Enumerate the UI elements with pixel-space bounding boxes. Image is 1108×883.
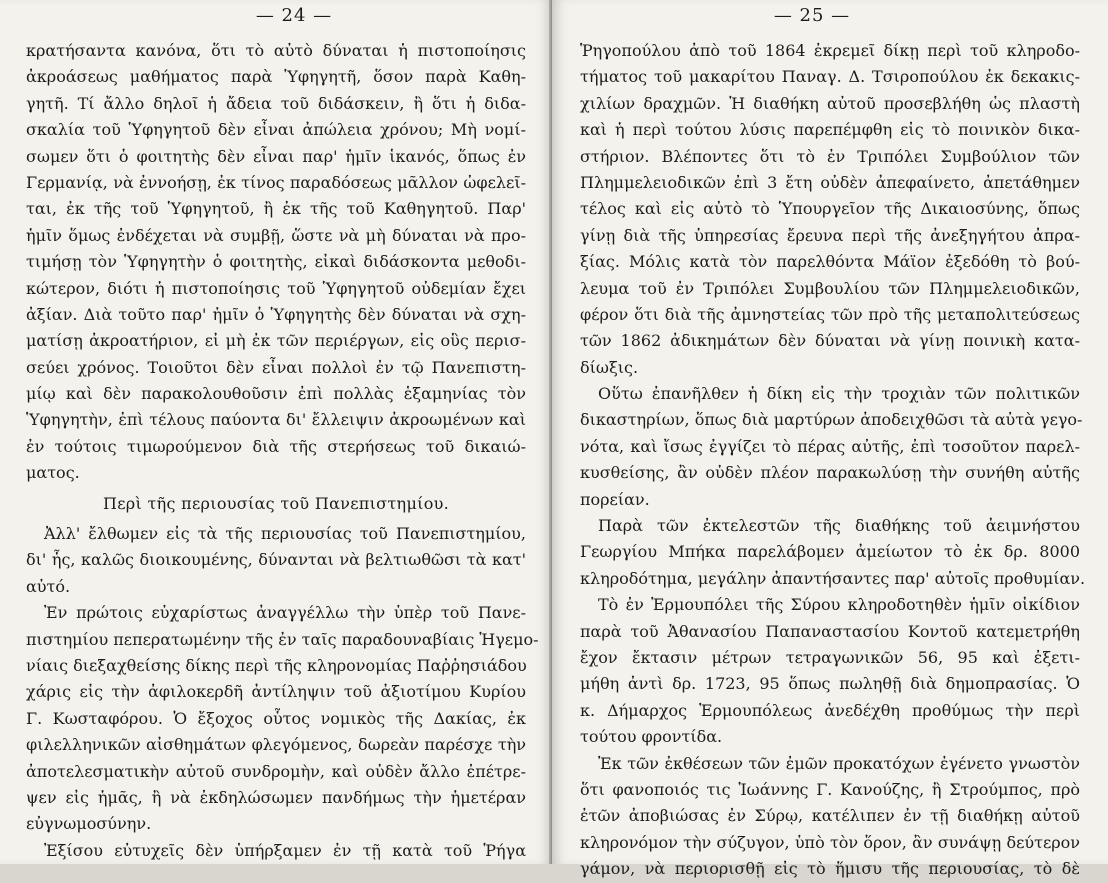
text-line: δι' ἧς, καλῶς διοικουμένης, δύνανται νὰ βελτιωθῶσι τὰ κατ' [26, 550, 526, 570]
text-line: σωμεν ὅτι ὁ φοιτητὴς δὲν εἶναι παρ' ἡμῖν ἱκανός, ὅπως ἐν [26, 146, 526, 166]
text-line: ὅτι φανοποιός τις Ἰωάννης Γ. Κανούζης, ἢ Στρούμπος, πρὸ [580, 779, 1080, 799]
left-page [0, 0, 552, 864]
text-line: Ἐν πρώτοις εὐχαρίστως ἀναγγέλλω τὴν ὑπὲρ τοῦ Πανε- [44, 603, 526, 623]
page-body [26, 38, 539, 864]
text-line: χιλίων δραχμῶν. Ἡ διαθήκη αὐτοῦ προσεβλήθη ὡς πλαστὴ [580, 93, 1080, 113]
text-line: σεύει χρόνος. Τοιοῦτοι δὲν εἶναι πολλοὶ ἐν τῷ Πανεπιστη- [26, 357, 526, 377]
text-line: Παρὰ τῶν ἐκτελεστῶν τῆς διαθήκης τοῦ ἀειμνήστου [598, 516, 1080, 536]
text-line: Ἀλλ' ἔλθωμεν εἰς τὰ τῆς περιουσίας τοῦ Πανεπιστημίου, [44, 524, 526, 544]
text-line: μήθη ἀντὶ δρ. 1723, 95 ὅπως πωληθῇ διὰ δημοπρασίας. Ὁ [580, 674, 1080, 694]
text-line: χάρις εἰς τὴν ἀφιλοκερδῆ ἀντίληψιν τοῦ ἀξιοτίμου Κυρίου [26, 682, 526, 702]
text-line: ἀξίαν. Διὰ τοῦτο παρ' ἡμῖν ὁ Ὑφηγητὴς δὲν δύναται νὰ σχη- [26, 304, 526, 324]
text-line: φέρον ὅτι διὰ τῆς ἀμνηστείας τῶν πρὸ τῆς μεταπολιτεύσεως [580, 304, 1080, 324]
text-line: τήματος τοῦ μακαρίτου Παναγ. Δ. Τσιροπούλου ἐκ δεκακις- [580, 67, 1080, 87]
text-line: ἔχον ἔκτασιν μέτρων τετραγωνικῶν 56, 95 καὶ ἐξετι- [580, 647, 1080, 667]
text-line: Πλημμελειοδικῶν ἐπὶ 3 ἔτη οὐδὲν ἀπεφαίνετο, ἀπετάθημεν [580, 172, 1080, 192]
text-line: φιλελληνικῶν αἰσθημάτων φλεγόμενος, δωρεὰν παρέσχε τὴν [26, 735, 526, 755]
text-line: Ὑφηγητὴν, ἐπὶ τέλους παύοντα δι' ἔλλειψιν ἀκροωμένων καὶ [26, 410, 526, 430]
text-line: Οὕτω ἐπανῆλθεν ἡ δίκη εἰς τὴν τροχιὰν τῶν πολιτικῶν [598, 384, 1080, 404]
text-line: τιμήσῃ τὸν Ὑφηγητὴν ὁ φοιτητὴς, εἰκαὶ διδάσκοντα μεθοδι- [26, 252, 526, 272]
text-line: ψεν εἰς ἡμᾶς, ἢ νὰ ἐκδηλώσωμεν πανδήμως τὴν ἡμετέραν [26, 787, 526, 807]
section-heading: Περὶ τῆς περιουσίας τοῦ Πανεπιστημίου. [102, 493, 450, 513]
text-line: σκαλία τοῦ Ὑφηγητοῦ δὲν εἶναι ἀπώλεια χρόνου; Μὴ νομί- [26, 120, 526, 140]
text-line: κ. Δήμαρχος Ἑρμουπόλεως ἀνεδέχθη προθύμως τὴν περὶ [580, 700, 1080, 720]
text-line: πορείαν. [580, 489, 650, 509]
text-line: τέλος καὶ εἰς αὐτὸ τὸ Ὑπουργεῖον τῆς Δικαιοσύνης, ὅπως [580, 199, 1080, 219]
text-line: αὐτό. [26, 576, 71, 596]
text-line: ἀποτελεσματικὴν αὐτοῦ συνδρομὴν, καὶ οὐδὲν ἄλλο ἐπέτρε- [26, 761, 526, 781]
text-line: λευμα τοῦ ἐν Τριπόλει Συμβουλίου τῶν Πλημμελειοδικῶν, [580, 278, 1080, 298]
text-line: τῶν 1862 ἀδικημάτων δὲν δύναται νὰ γίνῃ ποινικὴ κατα- [580, 331, 1080, 351]
text-line: ἐτῶν ἀποβιώσας ἐν Σύρῳ, κατέλιπεν ἐν τῇ διαθήκῃ αὐτοῦ [580, 806, 1080, 826]
text-line: Ῥηγοπούλου ἀπὸ τοῦ 1864 ἐκρεμεῖ δίκῃ περὶ τοῦ κληροδο- [580, 41, 1080, 60]
text-line: γίνῃ διὰ τῆς ὑπηρεσίας ἔρευνα περὶ τῆς ἀνεξηγήτου ἀπρα- [580, 225, 1080, 245]
text-line: δίωξις. [580, 357, 639, 377]
text-line: κληροδότημα, μεγάλην ἀπαντήσαντες παρ' αὐτοῖς προθυμίαν. [580, 568, 1086, 588]
text-line: ξίας. Μόλις κατὰ τὸν παρελθόντα Μάϊον ἐξεδόθη τὸ βού- [580, 252, 1080, 272]
text-line: δικαστηρίων, ὅπως διὰ μαρτύρων ἀποδειχθῶσι τὰ αὐτὰ γεγο- [580, 410, 1083, 430]
text-line: εὐγνωμοσύνην. [26, 814, 152, 834]
text-line: τούτου φροντίδα. [580, 727, 723, 747]
text-line: καὶ ἡ περὶ τούτου λύσις παρεπέμφθη εἰς τὸ ποινικὸν δικα- [580, 120, 1080, 140]
text-line: Ἐξίσου εὐτυχεῖς δὲν ὑπήρξαμεν ἐν τῇ κατὰ τοῦ Ῥήγα [44, 840, 526, 860]
page-number: — 25 — [773, 5, 851, 26]
text-line: κυσθείσης, ἂν οὐδὲν πλέον παρακωλύσῃ τὴν συνήθη αὐτῆς [580, 463, 1080, 483]
text-line: πιστημίου πεπερατωμένην τῆς ἐν ταῖς παραδουναβίαις Ἡγεμο- [26, 629, 539, 649]
text-line: ται, ἐκ τῆς τοῦ Ὑφηγητοῦ, ἢ ἐκ τῆς τοῦ Καθηγητοῦ. Παρ' [26, 199, 526, 219]
text-line: ἐν τούτοις τιμωρούμενον διὰ τῆς στερήσεως τοῦ δικαιώ- [26, 436, 526, 456]
text-line: παρὰ τοῦ Ἀθανασίου Παπαναστασίου Κοντοῦ κατεμετρήθη [580, 621, 1080, 641]
text-line: κώτερον, διότι ἡ πιστοποίησις τοῦ Ὑφηγητοῦ οὐδεμίαν ἔχει [26, 278, 526, 298]
text-line: Τὸ ἐν Ἑρμουπόλει τῆς Σύρου κληροδοτηθὲν ἡμῖν οἰκίδιον [598, 595, 1080, 615]
text-line: νότα, καὶ ἴσως ἐγγίζει τὸ πέρας αὐτῆς, ἐπὶ τοσοῦτον παρελ- [580, 436, 1080, 456]
text-line: νίαις διεξαχθείσης δίκης περὶ τῆς κληρονομίας Παῤῥησιάδου [26, 655, 527, 675]
text-line: στήριον. Βλέποντες ὅτι τὸ ἐν Τριπόλει Συμβούλιον τῶν [580, 146, 1080, 166]
text-line: κληρονόμον τὴν σύζυγον, ὑπὸ τὸν ὅρον, ἂν συνάψῃ δεύτερον [580, 832, 1080, 852]
text-line: ἀκροάσεως μαθήματος παρὰ Ὑφηγητῆ, ὅσον παρὰ Καθη- [26, 67, 526, 87]
right-page [552, 0, 1108, 879]
text-line: κρατήσαντα κανόνα, ὅτι τὸ αὐτὸ δύναται ἡ πιστοποίησις [26, 41, 526, 60]
text-line: μίῳ καὶ δὲν παρακολουθοῦσιν ἐπὶ πολλὰς ἑξαμηνίας τὸν [26, 384, 526, 404]
page-number: — 24 — [255, 5, 333, 26]
text-line: Γεωργίου Μπήκα παρελάβομεν ἀμείωτον τὸ ἐκ δρ. 8000 [580, 542, 1080, 562]
text-line: Γερμανίᾳ, νὰ ἐννοήσῃ, ἐκ τίνος παραδόσεως μᾶλλον ὠφελεῖ- [26, 172, 526, 192]
text-line: ματίσῃ ἀκροατήριον, εἰ μὴ ἐκ τῶν περιέργων, εἰς οὓς περισ- [26, 331, 526, 351]
text-line: γάμον, νὰ περιορισθῇ εἰς τὸ ἥμισυ τῆς περιουσίας, τὸ δὲ [580, 859, 1080, 879]
text-line: ματος. [26, 463, 80, 483]
text-line: ἡμῖν ὅμως ἐνδέχεται νὰ συμβῇ, ὥστε νὰ μὴ δύναται νὰ προ- [26, 225, 526, 245]
page-body [580, 38, 1086, 883]
text-line: Γ. Κωσταφόρου. Ὁ ἔξοχος οὗτος νομικὸς τῆς Δακίας, ἐκ [26, 708, 526, 728]
text-line: γητῆ. Τί ἄλλο δηλοῖ ἡ ἄδεια τοῦ διδάσκειν, ἢ ὅτι ἡ διδα- [26, 93, 526, 113]
text-line: Ἐκ τῶν ἐκθέσεων τῶν ἐμῶν προκατόχων ἐγένετο γνωστὸν [598, 753, 1080, 773]
